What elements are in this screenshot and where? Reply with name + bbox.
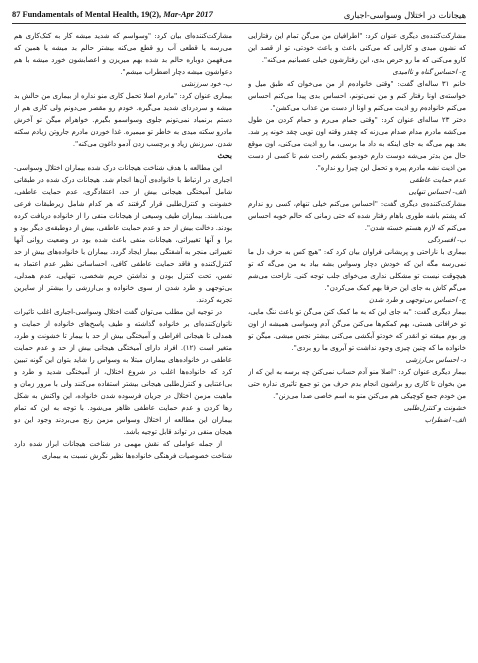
journal-name: Fundamentals of Mental Health, 19(2), bbox=[22, 10, 162, 19]
section-subheading: الف- احساس تنهایی bbox=[408, 188, 466, 196]
section-subheading: عدم حمایت عاطفی bbox=[409, 176, 466, 184]
body-paragraph: این مطالعه با هدف شناخت هیجانات درک شده بیماران اختلال وسواسی-اجباری در ارتباط با خانواده‌ی آن‌ها انجام شد. هیجانات درک شده در طبقاتی شامل آمیختگی هیجانی بیش از حد، اعتقادگری، عدم حمایت عاطفی، خشونت و کنترل‌طلبی قرار گرفتند که هر کدام شامل زیرطبقات فرعی می‌باشند. بیماران طیف وسیعی از هیجانات منفی را از خانواده دریافت کرده بودند. دخالت بیش از حد و عدم حمایت عاطفی، بیش از دوطبقه‌ی دیگر بود و برا و آنها تغییراتی، هیجانات منفی باعث شده بود در وضعیت روانی آنها تغییراتی منجر به آشفتگی بیمار ایجاد گردد. بیماران با خانواده‌های بیش از حد کنترل‌کننده و فاقد حمایت عاطفی کافی، احساساتی نظیر عدم اعتماد به نفس، تحت کنترل بودن و نداشتن حریم شخصی، تنهایی، عدم همدلی، بی‌توجهی و طرد شدن از سوی خانواده و بی‌ارزشی را بیشتر از سایرین تجربه کردند. bbox=[14, 164, 232, 304]
running-title: هیجانات در اختلال وسواسی-اجباری bbox=[343, 10, 466, 20]
right-column bbox=[248, 30, 466, 655]
page-number: 87 bbox=[12, 10, 21, 19]
section-subheading: ب- خود سرزنشی bbox=[181, 80, 232, 88]
body-paragraph: مشارکت‌کننده‌ی دیگری عنوان کرد: "اطرافیان من می‌گن تمام این رفتارایی که نشون میدی و کارایی که می‌کنی باعث و باعث خودتی، تو از قصد این کارو می‌کنی که ما رو حرص بدی، این رفتارشون خیلی عصبانیم می‌کنه". bbox=[248, 32, 466, 64]
page-header bbox=[12, 8, 466, 22]
section-subheading: ج- احساس بی‌توجهی و طرد شدن bbox=[368, 296, 466, 304]
journal-issue: Mar-Apr 2017 bbox=[163, 10, 213, 19]
section-heading: بحث bbox=[217, 151, 232, 160]
body-paragraph: خانم ۳۱ ساله‌ای گفت: "وقتی خانواده‌م از من می‌خوان که طبق میل و خواسته‌ی اونا رفتار کنم و من نمی‌تونم، احساس بدی پیدا می‌کنم احساس می‌کنم خانواده‌م رو اذیت می‌کنم و اونا از دست من عذاب می‌کشن". bbox=[248, 80, 466, 112]
body-paragraph: بیماری با ناراحتی و پریشانی فراوان بیان کرد که: "هیچ کس به حرف دل ما نمی‌رسه مگه این که خودش دچار وسواس بشه بیاد به من می‌گه که تو هیچوقت نیست تو مشکلی نداری می‌خوای جلب توجه کنی. ناراحت می‌شم می‌گم کاش به جای این حرفا بهم کمک می‌کردن". bbox=[248, 248, 466, 292]
body-paragraph: در توجیه این مطلب می‌توان گفت اختلال وسواسی-اجباری اغلب تاثیرات ناتوان‌کننده‌ای بر خانواده گذاشته و طیف پاسخ‌های خانواده از حمایت و همدلی تا هیجانی افراطی و آمیختگی بیش از حد با بیمار تا خشونت و طرد، متغیر است (۱۲). افراد دارای آمیختگی هیجانی بیش از حد و عدم حمایت عاطفی در خانواده‌های بیماران مبتلا به وسواس را شاید بتوان این گونه تبیین کرد که خانواده‌ها اغلب در شروع اختلال، از آمیختگی شدید و طرد و بی‌اعتنایی و کنترل‌طلبی هیجانی بیشتر استفاده می‌کنند ولی با مرور زمان و ماهیت مزمن اختلال در جریان فرسوده شدن خانواده، این واکنش به شکل رها کردن و عدم حمایت عاطفی ظاهر می‌شود. با توجه به این که تمام بیماران این مطالعه از اختلال وسواس مزمن رنج می‌بردند وجود این دو هیجان منفی در تواند قابل توجیه باشد. bbox=[14, 308, 232, 436]
section-subheading: ب- افسردگی bbox=[427, 236, 466, 244]
left-column bbox=[14, 30, 232, 655]
body-paragraph: بیمار دیگری گفت: "به جای این که به ما کمک کنن می‌گن تو باعث ننگ مایی، تو خرافاتی هستی، بهم کمکم‌ها می‌کنن می‌گن آدم وسواسی همیشه از اون ور بوم میفته تو انقدر که خودتو آبکشی می‌کنی بیشتر نجس میشی. میگن تو خانواده ما که چنین چیزی وجود نداشت تو آبروی ما رو بردی". bbox=[248, 308, 466, 352]
body-paragraph: دختر ۲۳ ساله‌ای عنوان کرد: "وقتی حمام می‌رم و حمام کردن من طول می‌کشه مادرم مدام صدام می‌زنه که چقدر وقته اون تویی چقد خونه پر شد. بعد بهم می‌گه به جای اینکه به داد ما برسی، ما رو اذیت می‌کنی، اون موقع حال من بدتر می‌شه دوست دارم خودمو بکشم راحت شم تا کسی از دست من اذیت نشه مادرم پیره و تحمل این چیزا رو نداره". bbox=[248, 116, 466, 172]
section-subheading: الف- اضطراب bbox=[424, 416, 466, 424]
header-rule bbox=[12, 23, 466, 24]
journal-citation bbox=[12, 8, 213, 22]
body-paragraph: بیماری عنوان کرد: "مادرم اصلا تحمل کاری منو نداره از بیماری من حالش بد میشه و سردردای شدید می‌گیره. خودم رو مقصر می‌دونم ولی کاری هم از دستم برنمیاد نمی‌تونم جلوی وسواسمو بگیرم. خواهرام میگن تو آخرش مادرو سکته میدی به خاطر تو میمیره. غذا خوردن مادرم جاروتن زیادم سکته شدن. سرزنش زیاد و برچسب زدن آدمو داغون می‌کنه". bbox=[14, 92, 232, 148]
section-subheading: خشونت و کنترل‌طلبی bbox=[403, 404, 466, 412]
body-paragraph: مشارکت‌کننده‌ی دیگری گفت: "احساس می‌کنم خیلی تنهام، کسی رو ندارم که پشتم باشه طوری باهام رفتار شده که حتی زمانی که حالم خوبه احساس می‌کنم که لازم هستم خسته شدن". bbox=[248, 200, 466, 232]
body-paragraph: مشارکت‌کننده‌ای بیان کرد: "وسواسم که شدید میشه کار به کتک‌کاری هم می‌رسه یا قطعی آب رو قطع می‌کنه بیشتر حالم بد میشه یا همین که می‌فهمن دوباره حالم بد شده بهم میریزن و اعصابشون خورد میشه با هم دعواشون میشه دچار اضطراب میشم". bbox=[14, 32, 232, 76]
section-subheading: د- احساس بی‌ارزشی bbox=[405, 356, 466, 364]
section-subheading: ج- احساس گناه و ناامیدی bbox=[392, 68, 466, 76]
body-paragraph: از جمله عواملی که نقش مهمی در شناخت هیجانات ابراز شده دارد شناخت خصوصیات فرهنگی خانواده‌ها نظیر نگرش نسبت به بیماری bbox=[14, 440, 232, 460]
body-paragraph: بیمار دیگری عنوان کرد: "اصلا منو آدم حساب نمی‌کنن چه برسه به این که از من بخوان تا کاری رو براشون انجام بدم حرف من تو جمع تاثیری نداره حتی من خودم جمع کوچیکی هم می‌کنن منو به اسم خاصی صدا می‌زنن". bbox=[248, 368, 466, 400]
